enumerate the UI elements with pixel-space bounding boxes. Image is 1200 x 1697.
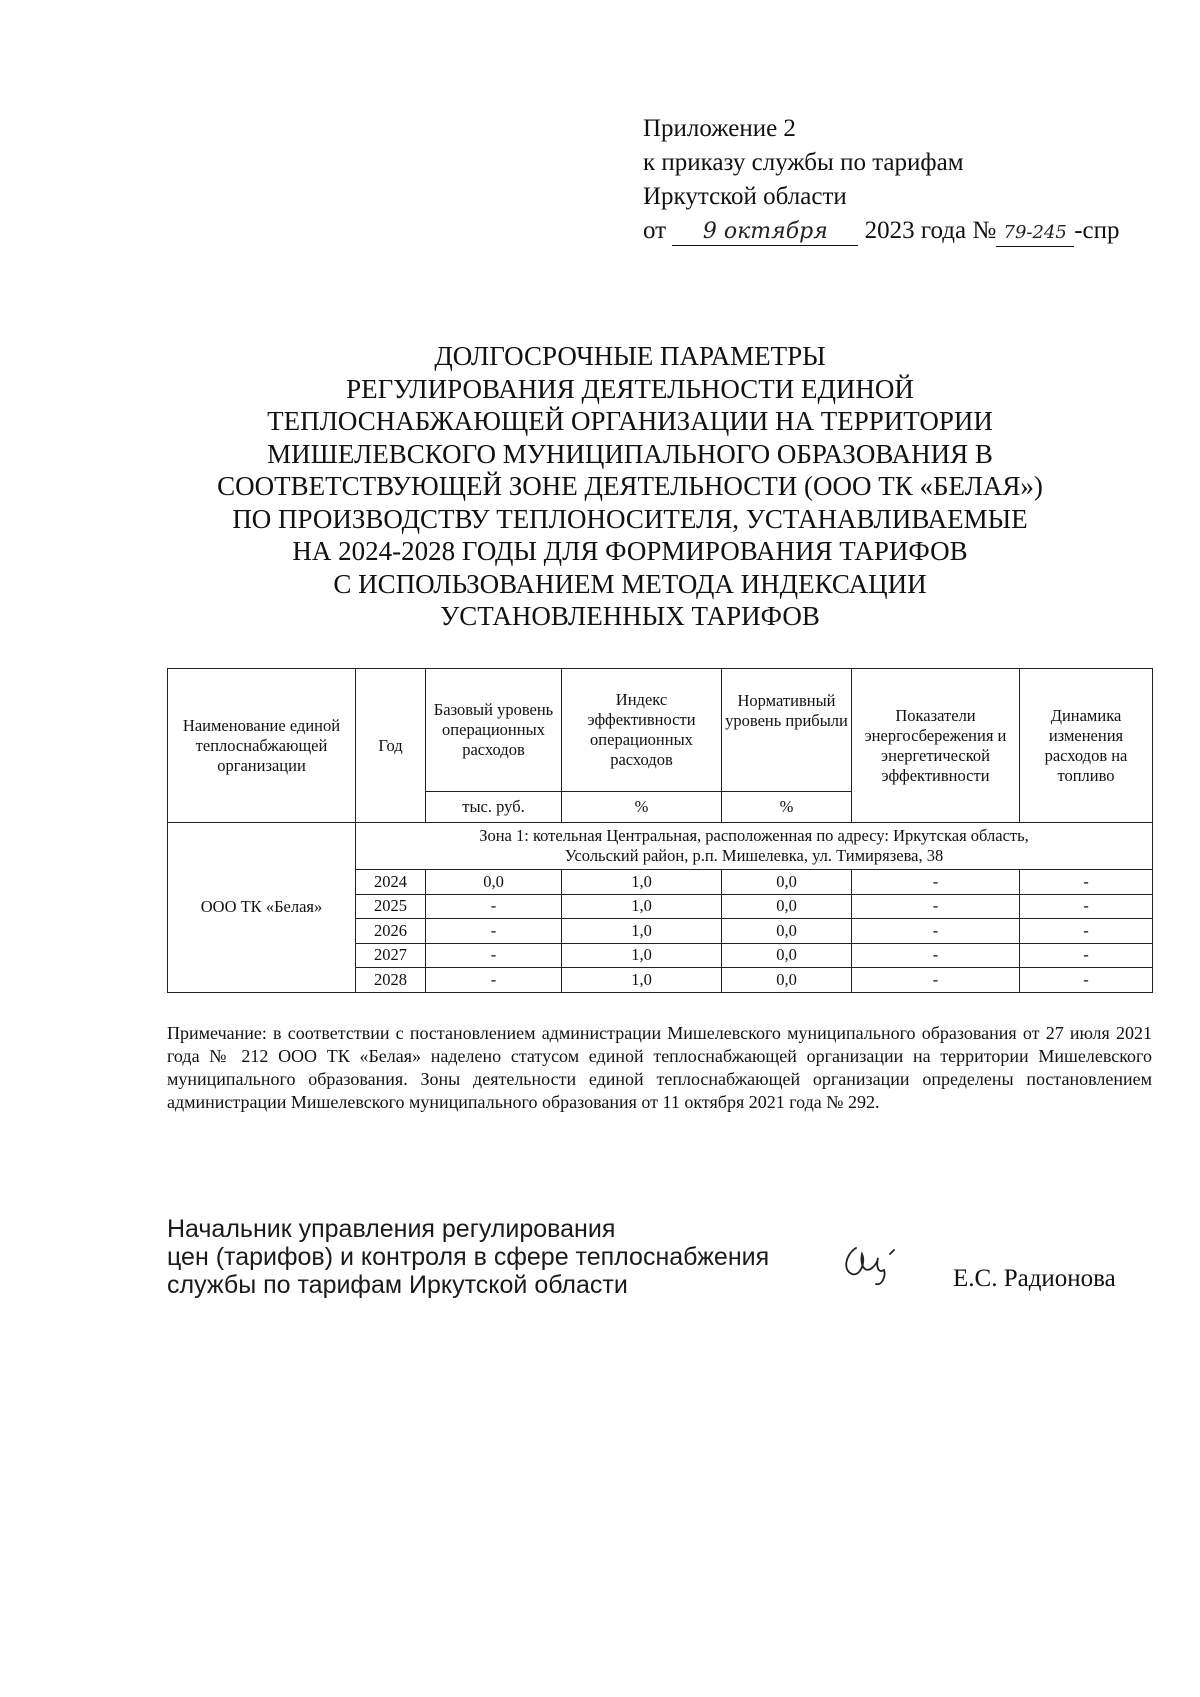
document-title	[200, 340, 1060, 633]
cell-year: 2026	[356, 919, 426, 944]
handwritten-date: 9 октября	[672, 219, 858, 246]
handwritten-order-number: 79-245	[996, 220, 1074, 247]
unit-profit-level: %	[722, 792, 852, 823]
cell-year: 2028	[356, 968, 426, 993]
zone-line: Зона 1: котельная Центральная, расположенная по адресу: Иркутская область,	[479, 826, 1029, 845]
header-profit-level: Нормативный уровень прибыли	[722, 669, 852, 792]
parameters-table	[167, 668, 1153, 993]
title-line: РЕГУЛИРОВАНИЯ ДЕЯТЕЛЬНОСТИ ЕДИНОЙ	[346, 373, 914, 404]
title-line: МИШЕЛЕВСКОГО МУНИЦИПАЛЬНОГО ОБРАЗОВАНИЯ В	[267, 438, 993, 469]
title-line: НА 2024-2028 ГОДЫ ДЛЯ ФОРМИРОВАНИЯ ТАРИФОВ	[292, 536, 968, 566]
title-line: ДОЛГОСРОЧНЫЕ ПАРАМЕТРЫ	[434, 341, 826, 371]
cell-energy: -	[852, 870, 1020, 895]
signer-name: Е.С. Радионова	[953, 1265, 1116, 1292]
title-line: С ИСПОЛЬЗОВАНИЕМ МЕТОДА ИНДЕКСАЦИИ	[333, 568, 927, 599]
cell-energy: -	[852, 894, 1020, 919]
unit-base-opex: тыс. руб.	[426, 792, 562, 823]
title-line: ПО ПРОИЗВОДСТВУ ТЕПЛОНОСИТЕЛЯ, УСТАНАВЛИВАЕМЫЕ	[232, 503, 1028, 534]
header-fuel-dynamics: Динамика изменения расходов на топливо	[1020, 669, 1153, 823]
signer-line: Начальник управления регулирования	[167, 1215, 616, 1243]
signer-line: службы по тарифам Иркутской области	[167, 1271, 628, 1299]
header-base-opex: Базовый уровень операционных расходов	[426, 669, 562, 792]
footnote: Примечание: в соответствии с постановлением администрации Мишелевского муниципального образования от 27 июля 2021 года № 212 ООО ТК «Белая» наделено статусом единой теплоснабжающей организации на территории Мишелевского муниципального образования. Зоны деятельности единой теплоснабжающей организации определены постановлением администрации Мишелевского муниципального образования от 11 октября 2021 года № 292.	[167, 1023, 1152, 1112]
header-year: Год	[356, 669, 426, 823]
title-line: СООТВЕТСТВУЮЩЕЙ ЗОНЕ ДЕЯТЕЛЬНОСТИ (ООО ТК «БЕЛАЯ»)	[217, 471, 1043, 501]
appendix-number: Приложение 2	[643, 115, 796, 142]
cell-index: 1,0	[562, 943, 722, 968]
zone-line: Усольский район, р.п. Мишелевка, ул. Тимирязева, 38	[564, 846, 944, 865]
cell-base: -	[426, 943, 562, 968]
cell-base: 0,0	[426, 870, 562, 895]
cell-year: 2024	[356, 870, 426, 895]
cell-base: -	[426, 894, 562, 919]
cell-fuel: -	[1020, 894, 1153, 919]
unit-efficiency-index: %	[562, 792, 722, 823]
signer-line: цен (тарифов) и контроля в сфере теплоснабжения	[167, 1243, 770, 1271]
cell-profit: 0,0	[722, 968, 852, 993]
title-line: УСТАНОВЛЕННЫХ ТАРИФОВ	[440, 601, 820, 631]
appendix-date-line	[643, 214, 1120, 248]
cell-index: 1,0	[562, 870, 722, 895]
header-efficiency-index: Индекс эффективности операционных расходов	[562, 669, 722, 792]
cell-fuel: -	[1020, 943, 1153, 968]
appendix-region: Иркутской области	[643, 183, 847, 210]
cell-energy: -	[852, 919, 1020, 944]
cell-base: -	[426, 968, 562, 993]
signer-position	[167, 1215, 769, 1299]
cell-fuel: -	[1020, 870, 1153, 895]
cell-fuel: -	[1020, 968, 1153, 993]
title-line: ТЕПЛОСНАБЖАЮЩЕЙ ОРГАНИЗАЦИИ НА ТЕРРИТОРИИ	[267, 406, 993, 436]
cell-profit: 0,0	[722, 943, 852, 968]
cell-year: 2025	[356, 894, 426, 919]
year-text: 2023 года №	[864, 217, 997, 244]
cell-profit: 0,0	[722, 919, 852, 944]
cell-fuel: -	[1020, 919, 1153, 944]
organization-cell: ООО ТК «Белая»	[168, 823, 356, 993]
cell-year: 2027	[356, 943, 426, 968]
handwritten-signature-icon	[838, 1240, 908, 1290]
cell-index: 1,0	[562, 919, 722, 944]
appendix-header	[643, 112, 1120, 248]
cell-energy: -	[852, 943, 1020, 968]
cell-profit: 0,0	[722, 870, 852, 895]
header-energy-saving: Показатели энергосбережения и энергетической эффективности	[852, 669, 1020, 823]
cell-index: 1,0	[562, 968, 722, 993]
cell-index: 1,0	[562, 894, 722, 919]
cell-base: -	[426, 919, 562, 944]
order-suffix: -спр	[1074, 217, 1120, 244]
cell-energy: -	[852, 968, 1020, 993]
cell-profit: 0,0	[722, 894, 852, 919]
header-organization: Наименование единой теплоснабжающей организации	[168, 669, 356, 823]
appendix-order-ref: к приказу службы по тарифам	[643, 149, 964, 176]
zone-description	[356, 823, 1153, 870]
from-label: от	[643, 217, 667, 244]
